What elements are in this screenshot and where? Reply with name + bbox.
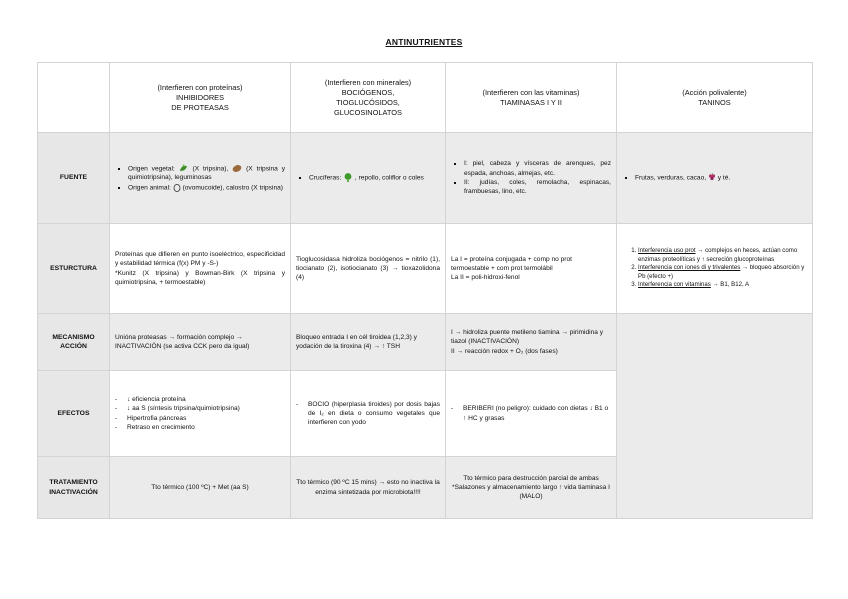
list-item: - Retraso en crecimiento	[115, 423, 285, 432]
cell-estructura-tiaminasas: La I = proteína conjugada + comp no prot termoestable + com prot termolábil La II = poli-hidroxi-fenol	[446, 224, 617, 314]
page-title: ANTINUTRIENTES	[385, 37, 463, 47]
vegetable-icon	[179, 164, 189, 173]
cell-fuente-tiaminasas	[446, 133, 617, 224]
list-item: ▪ Origen vegetal: (X tripsina), (X tripsina y quimiotripsina), leguminosas	[128, 164, 285, 183]
cell-efectos-bociogenos	[291, 371, 446, 457]
cell-estructura-taninos	[617, 224, 813, 314]
broccoli-icon	[343, 173, 353, 182]
cell-fuente-taninos	[617, 133, 813, 224]
list-item: - BOCIO (hiperplasia tiroides) por dosis bajas de I₂ en dieta o consumo vegetales que interfieren con yodo	[296, 400, 440, 428]
row-label-mecanismo: MECANISMO ACCIÓN	[38, 314, 110, 371]
list-item: ▪ I: piel, cabeza y vísceras de arenques, pez espada, anchoas, almejas, etc.	[464, 159, 611, 178]
row-label-tratamiento: TRATAMIENTO INACTIVACIÓN	[38, 457, 110, 519]
potato-icon	[232, 164, 242, 173]
cell-taninos-empty	[617, 314, 813, 519]
cell-efectos-inhibidores	[110, 371, 291, 457]
header-row	[38, 63, 813, 133]
row-fuente	[38, 133, 813, 224]
list-item: - ↓ aa S (síntesis tripsina/quimiotripsina)	[115, 404, 285, 413]
cell-estructura-inhibidores: Proteínas que difieren en punto isoeléctrico, especificidad y estabilidad térmica (f(x) PM y -S-) *Kunitz (X tripsina) y Bowman-Birk (X tripsina y quimiotripsina, + termoestable)	[110, 224, 291, 314]
cell-tratamiento-bociogenos: Tto térmico (90 ºC 15 mins) → esto no inactiva la enzima sintetizada por microbiota!!!!	[291, 457, 446, 519]
empty-corner-cell	[38, 63, 110, 133]
cell-tratamiento-inhibidores: Tto térmico (100 ºC) + Met (aa S)	[110, 457, 291, 519]
list-item: - Hipertrofia páncreas	[115, 414, 285, 423]
row-estructura	[38, 224, 813, 314]
cell-tratamiento-tiaminasas: Tto térmico para destrucción parcial de ambas *Salazones y almacenamiento largo ↑ vida tiaminasa I (MALO)	[446, 457, 617, 519]
column-header-bociogenos: (Interfieren con minerales) BOCIÓGENOS, TIOGLUCÓSIDOS, GLUCOSINOLATOS	[291, 63, 446, 133]
list-item: 2. Interferencia con iones di y trivalentes → bloqueo absorción y Pb (efecto +)	[638, 264, 807, 281]
antinutrients-table	[37, 62, 813, 519]
egg-icon	[173, 183, 181, 192]
column-header-taninos: (Acción polivalente) TANINOS	[617, 63, 813, 133]
row-mecanismo	[38, 314, 813, 371]
row-label-efectos: EFECTOS	[38, 371, 110, 457]
list-item: ▪ II: judías, coles, remolacha, espinacas, frambuesas, lino, etc.	[464, 178, 611, 197]
cell-fuente-inhibidores	[110, 133, 291, 224]
cell-mecanismo-bociogenos: Bloqueo entrada I en cél tiroidea (1,2,3) y yodación de la tiroxina (4) → ↑ TSH	[291, 314, 446, 371]
list-item: ▪ Crucíferas: , repollo, coliflor o coles	[309, 173, 440, 183]
list-item: 3. Interferencia con vitaminas → B1, B12, A	[638, 281, 807, 290]
list-item: ▪ Origen animal: (ovomucoide), calostro (X tripsina)	[128, 183, 285, 193]
cell-efectos-tiaminasas	[446, 371, 617, 457]
row-label-estructura: ESTURCTURA	[38, 224, 110, 314]
list-item: 1. Interferencia uso prot → complejos en heces, actúan como enzimas proteolíticas y ↑ secreción glucoproteínas	[638, 247, 807, 264]
cell-mecanismo-inhibidores: Unióna proteasas → formación complejo → INACTIVACIÓN (se activa CCK pero da igual)	[110, 314, 291, 371]
cell-fuente-bociogenos	[291, 133, 446, 224]
cell-mecanismo-tiaminasas: I → hidroliza puente metileno tiamina → pirimidina y tiazol (INACTIVACIÓN) II → reacción redox + O₂ (dos fases)	[446, 314, 617, 371]
list-item: - ↓ eficiencia proteína	[115, 395, 285, 404]
column-header-tiaminasas: (Interfieren con las vitaminas) TIAMINASAS I Y II	[446, 63, 617, 133]
grapes-icon	[708, 173, 716, 182]
list-item: - BERIBERI (no peligro): cuidado con dietas ↓ B1 o ↑ HC y grasas	[451, 404, 611, 423]
row-label-fuente: FUENTE	[38, 133, 110, 224]
cell-estructura-bociogenos: Tioglucosidasa hidroliza bociógenos = nitrilo (1), tiocianato (2), isotiocianato (3) → tioxazolidona (4)	[291, 224, 446, 314]
column-header-inhibidores: (Interfieren con proteínas) INHIBIDORES DE PROTEASAS	[110, 63, 291, 133]
list-item: ▪ Frutas, verduras, cacao, y té.	[635, 173, 807, 183]
